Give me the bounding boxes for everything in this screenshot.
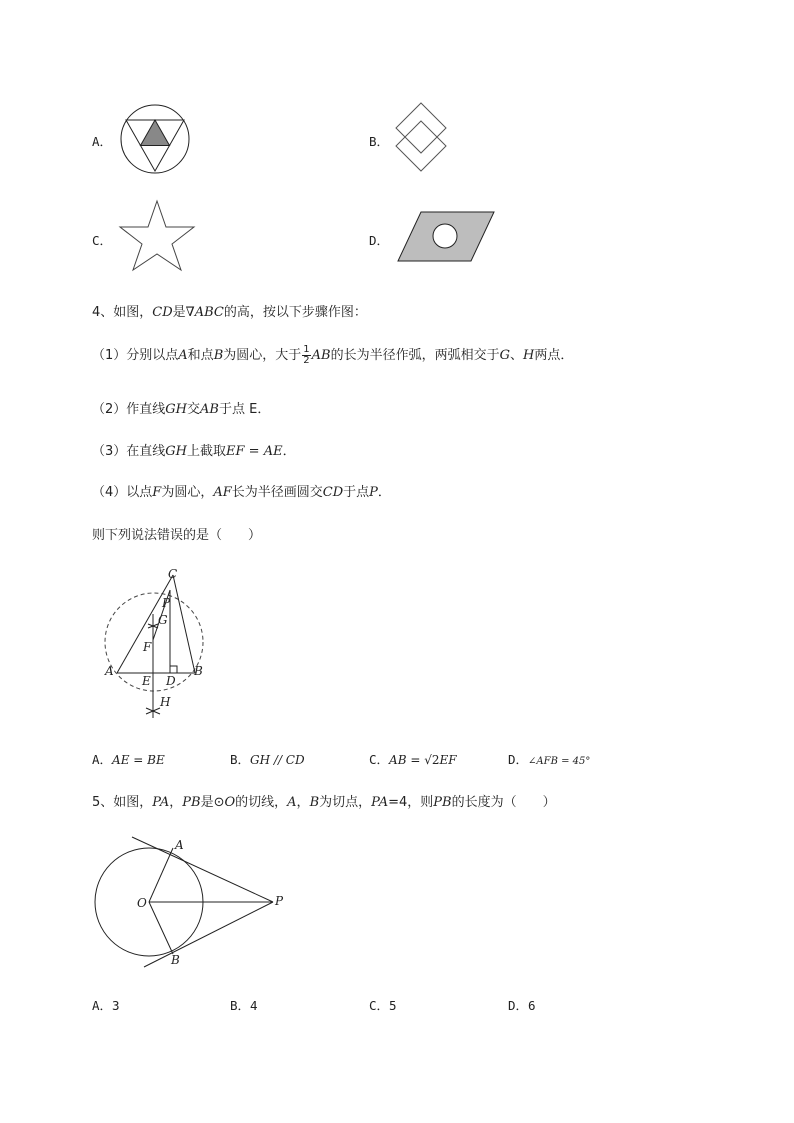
- q4-question: 则下列说法错误的是（ ）: [92, 528, 262, 543]
- q4-stem-rest: 的高，按以下步骤作图：: [223, 305, 367, 320]
- q4-step-1: [92, 344, 573, 366]
- fig-label-c: C: [168, 567, 178, 581]
- q4-option-d-text: ∠AFB = 45°: [528, 756, 591, 767]
- step1-text-d: 的长为半径作弧，两弧相交于: [330, 348, 500, 363]
- step2-text-c: 于点 E．: [218, 402, 271, 417]
- q5-text-5: =4，则: [388, 795, 434, 810]
- step4-text-b: 为圆心，: [161, 485, 214, 500]
- q5-stem: [92, 791, 556, 810]
- q5-pb: PB: [182, 795, 201, 810]
- q5-option-b[interactable]: B．4: [230, 998, 258, 1013]
- q5-b: B: [309, 795, 320, 810]
- fig-label-h: H: [160, 695, 171, 709]
- fig-label-g: G: [158, 613, 168, 627]
- step4-point-p: P: [369, 485, 378, 500]
- option-a-label[interactable]: A．: [92, 134, 113, 149]
- q5-text-3: ，: [296, 795, 310, 810]
- q4-option-b[interactable]: [230, 750, 305, 768]
- step4-cd: CD: [322, 485, 344, 500]
- q4-step-3: [92, 440, 296, 459]
- q5-option-c[interactable]: C．5: [369, 998, 397, 1013]
- fraction-numerator: 1: [303, 344, 310, 355]
- q5-text-4: 为切点，: [319, 795, 372, 810]
- option-c-label[interactable]: C．: [92, 233, 113, 248]
- step1-text-c: 为圆心，大于: [223, 348, 302, 363]
- q5-o: O: [224, 795, 236, 810]
- step2-text-b: 交: [187, 402, 201, 417]
- fig5-label-p: P: [275, 894, 284, 908]
- q4-option-c-ef: EF: [439, 753, 457, 767]
- q4-stem: [92, 301, 367, 320]
- q4-option-c[interactable]: [369, 750, 457, 768]
- q4-option-a-label: A．: [92, 752, 113, 767]
- q4-option-c-lhs: AB =: [389, 753, 425, 767]
- q4-option-a-text: AE = BE: [112, 753, 165, 767]
- q4-triangle: ∇ABC: [185, 305, 224, 320]
- q4-number: 4、如图，: [92, 305, 153, 320]
- fraction-denominator: 2: [303, 355, 310, 366]
- fig-label-f: F: [143, 640, 152, 654]
- step1-point-b: B: [213, 348, 224, 363]
- option-b-figure: [396, 103, 450, 173]
- step4-text-a: （4）以点: [92, 485, 153, 500]
- q5-a: A: [287, 795, 297, 810]
- q4-step-2: [92, 398, 270, 417]
- fig-label-e: E: [142, 674, 151, 688]
- q5-option-d[interactable]: D．6: [508, 998, 536, 1013]
- q4-option-a[interactable]: [92, 750, 165, 768]
- q5-pa: PA: [152, 795, 170, 810]
- q4-is: 是: [172, 305, 186, 320]
- step2-text-a: （2）作直线: [92, 402, 166, 417]
- fig-label-p: P: [162, 596, 171, 610]
- option-d-figure: [397, 211, 497, 263]
- q4-figure: [100, 568, 215, 728]
- fig5-label-b: B: [171, 953, 180, 967]
- q4-option-c-label: C．: [369, 752, 390, 767]
- q5-figure: [94, 832, 294, 972]
- q5-text-1: 是⊙: [200, 795, 225, 810]
- q4-option-b-label: B．: [230, 752, 251, 767]
- step1-point-a: A: [178, 348, 188, 363]
- step3-equation: EF = AE: [226, 444, 283, 459]
- option-c-figure: [119, 200, 197, 272]
- step1-text-a: （1）分别以点: [92, 348, 179, 363]
- step4-point-f: F: [152, 485, 162, 500]
- q5-text-6: 的长度为（ ）: [451, 795, 556, 810]
- fraction-half: [302, 345, 310, 366]
- step3-text-b: 上截取: [187, 444, 227, 459]
- step1-point-h: H: [523, 348, 535, 363]
- q4-option-d-label: D．: [508, 752, 529, 767]
- step2-gh: GH: [165, 402, 188, 417]
- step2-ab: AB: [200, 402, 219, 417]
- q4-option-b-text: GH // CD: [250, 753, 305, 767]
- option-b-label[interactable]: B．: [369, 134, 390, 149]
- fig5-label-o: O: [137, 896, 147, 910]
- step3-text-c: ．: [282, 444, 296, 459]
- q5-option-a[interactable]: A．3: [92, 998, 120, 1013]
- q5-comma: ，: [169, 795, 183, 810]
- q4-option-c-sqrt: √2: [424, 753, 440, 767]
- step1-text-f: 两点．: [534, 348, 574, 363]
- step1-point-g: G: [499, 348, 510, 363]
- q5-text-2: 的切线，: [235, 795, 288, 810]
- step4-af: AF: [213, 485, 232, 500]
- q4-step-4: [92, 481, 391, 500]
- step3-text-a: （3）在直线: [92, 444, 166, 459]
- step4-text-d: 于点: [343, 485, 370, 500]
- q5-number: 5、如图，: [92, 795, 153, 810]
- q5-pa-2: PA: [371, 795, 389, 810]
- step4-text-e: ．: [377, 485, 391, 500]
- option-a-figure: [120, 104, 192, 176]
- option-d-label[interactable]: D．: [369, 233, 390, 248]
- fig-label-d: D: [166, 674, 176, 688]
- q4-cd: CD: [152, 305, 173, 320]
- fig-label-b: B: [194, 664, 203, 678]
- step1-ab: AB: [311, 348, 331, 363]
- step1-text-b: 和点: [187, 348, 214, 363]
- q4-option-d[interactable]: [508, 750, 590, 768]
- step1-sep: 、: [510, 348, 524, 363]
- fig-label-a: A: [105, 664, 114, 678]
- q5-pb-2: PB: [433, 795, 452, 810]
- step4-text-c: 长为半径画圆交: [231, 485, 323, 500]
- fig5-label-a: A: [175, 838, 184, 852]
- step3-gh: GH: [165, 444, 188, 459]
